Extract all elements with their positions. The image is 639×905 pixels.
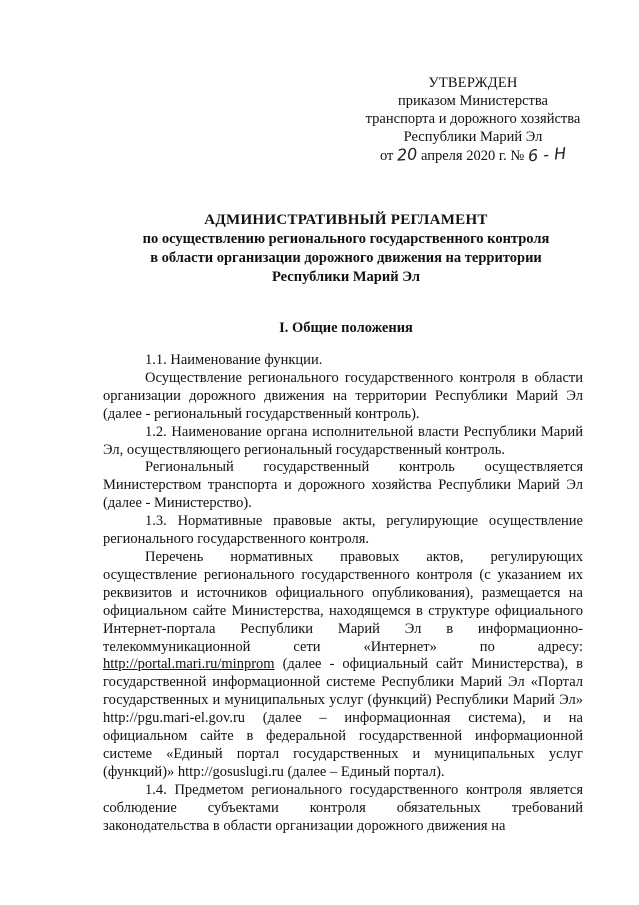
paragraph-acts-list xyxy=(103,549,583,782)
approval-stamp xyxy=(350,74,596,165)
approval-date-suffix: апреля 2020 г. № xyxy=(420,148,525,164)
handwritten-order-number: 6 - Н xyxy=(527,143,567,166)
acts-text-after-link: (далее - официальный сайт Министерства), в государственной информационной системе Республики Марий Эл «Портал государственных и муниципальных услуг (функций) Республики Марий Эл» http://pgu.mari-el.gov.ru (далее – информационная система), и на официальном сайте в федеральной государственной информационной системе «Единый портал государственных и муниципальных услуг (функций)» http://gosuslugi.ru (далее – Единый портал). xyxy=(103,656,583,780)
ministry-site-link[interactable]: http://portal.mari.ru/minprom xyxy=(103,656,275,673)
approval-line-2: транспорта и дорожного хозяйства xyxy=(365,111,581,127)
approval-line-3: Республики Марий Эл xyxy=(403,129,543,145)
paragraph-1-4: 1.4. Предметом регионального государственного контроля является соблюдение субъектами контроля обязательных требований законодательства в области организации дорожного движения на xyxy=(103,781,583,834)
paragraph-1-3: 1.3. Нормативные правовые акты, регулирующие осуществление регионального государственного контроля. xyxy=(103,513,583,548)
paragraph-1-1: 1.1. Наименование функции. xyxy=(145,352,323,368)
section-heading: I. Общие положения xyxy=(279,320,413,336)
document-title-line-3: в области организации дорожного движения на территории xyxy=(150,250,542,266)
acts-text-before-link: Перечень нормативных правовых актов, регулирующих осуществление регионального государственного контроля (с указанием их реквизитов и источников официального опубликования), размещается на официальном сайте Министерства, находящемся в структуре официального Интернет-портала Республики Марий Эл в информационно-телекоммуникационной сети «Интернет» по адресу: xyxy=(103,548,583,655)
document-title-line-4: Республики Марий Эл xyxy=(272,269,420,285)
approval-line-1: приказом Министерства xyxy=(398,93,548,109)
handwritten-day: 20 xyxy=(396,144,418,165)
paragraph-1-2: 1.2. Наименование органа исполнительной власти Республики Марий Эл, осуществляющего региональный государственный контроль. xyxy=(103,423,583,458)
approval-heading: УТВЕРЖДЕН xyxy=(428,75,518,91)
document-title xyxy=(100,211,592,287)
approval-date-prefix: от xyxy=(379,148,394,164)
document-body xyxy=(103,352,583,835)
paragraph-authority-desc: Региональный государственный контроль осуществляется Министерством транспорта и дорожного хозяйства Республики Марий Эл (далее - Министерство). xyxy=(103,459,583,512)
document-title-main: АДМИНИСТРАТИВНЫЙ РЕГЛАМЕНТ xyxy=(204,212,488,228)
paragraph-function-desc: Осуществление регионального государственного контроля в области организации дорожного движения на территории Республики Марий Эл (далее - региональный государственный контроль). xyxy=(103,369,583,422)
document-title-line-2: по осуществлению регионального государственного контроля xyxy=(142,231,550,247)
approval-date-line xyxy=(350,143,596,166)
